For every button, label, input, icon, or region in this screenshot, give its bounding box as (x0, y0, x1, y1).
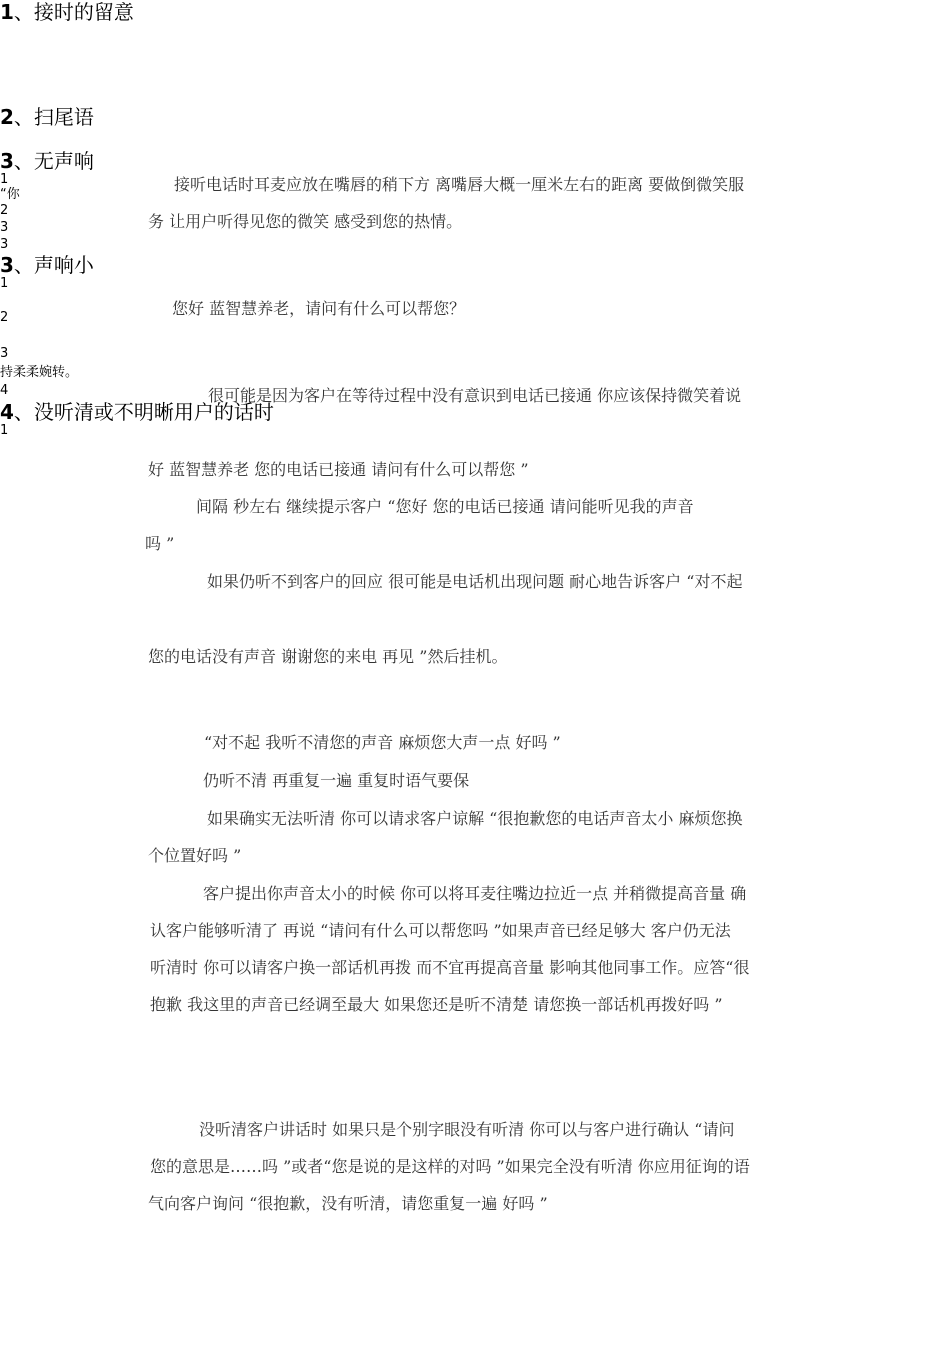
body-line: 间隔 秒左右 继续提示客户 “您好 您的电话已接通 请问能听见我的声音 (196, 497, 694, 516)
body-line: 很可能是因为客户在等待过程中没有意识到电话已接通 你应该保持微笑着说 (208, 386, 742, 405)
side-marker: 3 (0, 237, 9, 252)
body-line: 您的意思是……吗 ”或者“您是说的是这样的对吗 ”如果完全没有听清 你应用征询的语 (150, 1157, 750, 1176)
heading-number: 3 (0, 149, 14, 173)
side-marker: “你 (0, 187, 20, 202)
heading-text: 、没听清或不明晰用户的话时 (13, 400, 274, 424)
side-marker: 3 (0, 346, 9, 361)
side-marker: 3 (0, 220, 9, 235)
heading-text: 、无声响 (13, 149, 94, 173)
body-line: 如果仍听不到客户的回应 很可能是电话机出现问题 耐心地告诉客户 “对不起 (207, 572, 743, 591)
body-line: 气向客户询问 “很抱歉，没有听清，请您重复一遍 好吗 ” (148, 1194, 548, 1213)
body-line: 抱歉 我这里的声音已经调至最大 如果您还是听不清楚 请您换一部话机再拨好吗 ” (150, 995, 723, 1014)
body-line: “对不起 我听不清您的声音 麻烦您大声一点 好吗 ” (204, 733, 561, 752)
heading-answering-notes (0, 0, 134, 24)
side-marker: 2 (0, 310, 9, 325)
body-line: 认客户能够听清了 再说 “请问有什么可以帮您吗 ”如果声音已经足够大 客户仍无法 (150, 921, 731, 940)
side-marker: 1 (0, 276, 9, 291)
body-line: 吗 ” (145, 534, 175, 553)
body-line: 好 蓝智慧养老 您的电话已接通 请问有什么可以帮您 ” (148, 460, 529, 479)
body-line: 个位置好吗 ” (148, 846, 242, 865)
side-marker: 1 (0, 423, 9, 438)
heading-text: 、接时的留意 (13, 0, 134, 24)
body-line: 客户提出你声音太小的时候 你可以将耳麦往嘴边拉近一点 并稍微提高音量 确 (203, 884, 747, 903)
heading-text: 、声响小 (13, 253, 94, 277)
heading-no-sound (0, 149, 94, 173)
body-line: 务 让用户听得见您的微笑 感受到您的热情。 (148, 212, 463, 231)
body-line: 接听电话时耳麦应放在嘴唇的稍下方 离嘴唇大概一厘米左右的距离 要做倒微笑服 (174, 175, 745, 194)
side-marker: 2 (0, 203, 9, 218)
heading-number: 3 (0, 253, 14, 277)
body-line: 听清时 你可以请客户换一部话机再拨 而不宜再提高音量 影响其他同事工作。应答“很 (150, 958, 750, 977)
side-marker: 4 (0, 383, 9, 398)
heading-closing-words (0, 105, 94, 129)
body-line: 仍听不清 再重复一遍 重复时语气要保 (203, 771, 470, 790)
side-marker: 持柔柔婉转。 (0, 365, 79, 380)
body-line: 没听清客户讲话时 如果只是个别字眼没有听清 你可以与客户进行确认 “请问 (199, 1120, 735, 1139)
heading-low-volume (0, 253, 94, 277)
heading-text: 、扫尾语 (13, 105, 94, 129)
heading-number: 2 (0, 105, 14, 129)
side-marker: 1 (0, 172, 9, 187)
body-line: 如果确实无法听清 你可以请求客户谅解 “很抱歉您的电话声音太小 麻烦您换 (207, 809, 743, 828)
body-line: 您好 蓝智慧养老，请问有什么可以帮您？ (172, 299, 466, 318)
body-line: 您的电话没有声音 谢谢您的来电 再见 ”然后挂机。 (148, 647, 508, 666)
heading-number: 1 (0, 0, 14, 24)
heading-number: 4 (0, 400, 14, 424)
